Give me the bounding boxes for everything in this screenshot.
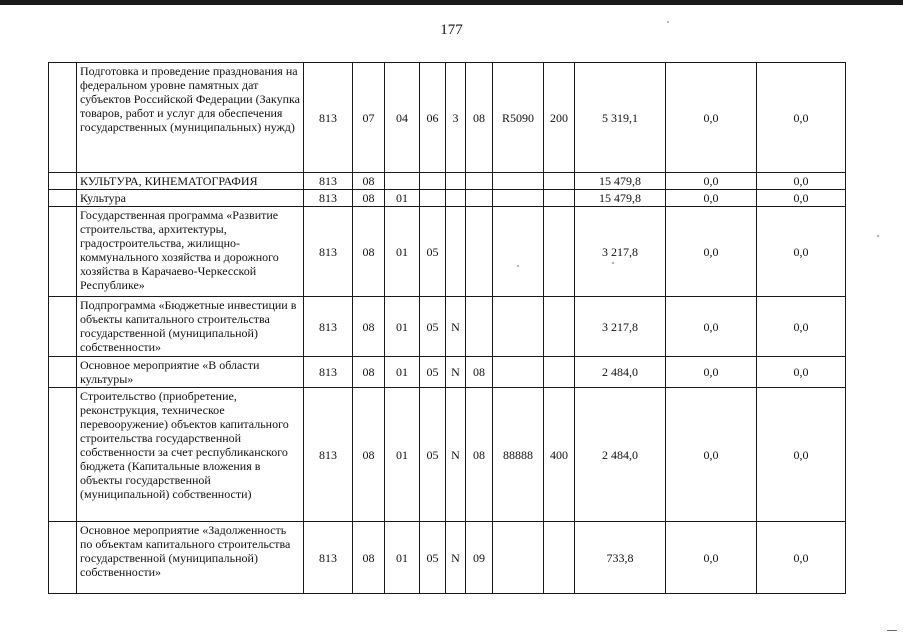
- program-code-cell: 05: [420, 297, 446, 357]
- description-cell: Строительство (приобретение, реконструкция, техническое перевооружение) объектов капитального строительства государственной собственности за счет республиканского бюджета (Капитальные вложения в объекты государственной (муниципальной) собственности): [77, 388, 304, 522]
- amount-year2-cell: 0,0: [666, 173, 757, 190]
- section-code-cell: 08: [353, 173, 385, 190]
- subsection-code-cell: [385, 173, 420, 190]
- ministry-code-cell: 813: [304, 357, 353, 388]
- direction-code-cell: 88888: [493, 388, 544, 522]
- description-cell: Подготовка и проведение празднования на федеральном уровне памятных дат субъектов Российской Федерации (Закупка товаров, работ и услуг для обеспечения государственных (муниципальных) нужд): [77, 63, 304, 173]
- amount-year3-cell: 0,0: [757, 388, 846, 522]
- index-cell: [49, 297, 77, 357]
- subprogram-code-cell: N: [446, 522, 466, 594]
- amount-year1-cell: 2 484,0: [575, 388, 666, 522]
- scan-speck: [667, 21, 669, 23]
- direction-code-cell: R5090: [493, 63, 544, 173]
- program-code-cell: [420, 190, 446, 207]
- expense-type-cell: 200: [544, 63, 575, 173]
- activity-code-cell: [466, 297, 493, 357]
- amount-year3-cell: 0,0: [757, 173, 846, 190]
- subprogram-code-cell: N: [446, 357, 466, 388]
- amount-year3-cell: 0,0: [757, 190, 846, 207]
- section-code-cell: 08: [353, 190, 385, 207]
- scan-speck: [877, 235, 879, 237]
- amount-year2-cell: 0,0: [666, 522, 757, 594]
- index-cell: [49, 522, 77, 594]
- amount-year2-cell: 0,0: [666, 357, 757, 388]
- index-cell: [49, 388, 77, 522]
- direction-code-cell: [493, 207, 544, 297]
- table-row: [49, 388, 846, 522]
- section-code-cell: 08: [353, 522, 385, 594]
- amount-year1-cell: 15 479,8: [575, 190, 666, 207]
- expense-type-cell: 400: [544, 388, 575, 522]
- page-number: 177: [440, 22, 463, 38]
- ministry-code-cell: 813: [304, 63, 353, 173]
- section-code-cell: 07: [353, 63, 385, 173]
- expense-type-cell: [544, 190, 575, 207]
- subsection-code-cell: 01: [385, 522, 420, 594]
- ministry-code-cell: 813: [304, 388, 353, 522]
- direction-code-cell: [493, 522, 544, 594]
- table-row: [49, 207, 846, 297]
- ministry-code-cell: 813: [304, 173, 353, 190]
- description-cell: Подпрограмма «Бюджетные инвестиции в объекты капитального строительства государственной (муниципальной) собственности»: [77, 297, 304, 357]
- index-cell: [49, 173, 77, 190]
- section-code-cell: 08: [353, 297, 385, 357]
- direction-code-cell: [493, 190, 544, 207]
- activity-code-cell: [466, 173, 493, 190]
- program-code-cell: 05: [420, 388, 446, 522]
- activity-code-cell: 08: [466, 63, 493, 173]
- section-code-cell: 08: [353, 388, 385, 522]
- index-cell: [49, 63, 77, 173]
- ministry-code-cell: 813: [304, 190, 353, 207]
- direction-code-cell: [493, 297, 544, 357]
- expense-type-cell: [544, 207, 575, 297]
- budget-table: [48, 62, 846, 594]
- subprogram-code-cell: 3: [446, 63, 466, 173]
- table-row: [49, 173, 846, 190]
- subsection-code-cell: 01: [385, 190, 420, 207]
- table-row: [49, 190, 846, 207]
- ministry-code-cell: 813: [304, 522, 353, 594]
- amount-year1-cell: 3 217,8: [575, 297, 666, 357]
- subsection-code-cell: 01: [385, 297, 420, 357]
- table-row: [49, 63, 846, 173]
- section-code-cell: 08: [353, 357, 385, 388]
- subsection-code-cell: 01: [385, 207, 420, 297]
- description-cell: Основное мероприятие «Задолженность по объектам капитального строительства государственной (муниципальной) собственности»: [77, 522, 304, 594]
- amount-year2-cell: 0,0: [666, 190, 757, 207]
- amount-year2-cell: 0,0: [666, 297, 757, 357]
- subprogram-code-cell: [446, 207, 466, 297]
- amount-year2-cell: 0,0: [666, 63, 757, 173]
- subsection-code-cell: 04: [385, 63, 420, 173]
- program-code-cell: 05: [420, 522, 446, 594]
- program-code-cell: 06: [420, 63, 446, 173]
- amount-year3-cell: 0,0: [757, 207, 846, 297]
- amount-year2-cell: 0,0: [666, 388, 757, 522]
- activity-code-cell: [466, 190, 493, 207]
- description-cell: КУЛЬТУРА, КИНЕМАТОГРАФИЯ: [77, 173, 304, 190]
- scan-corner-mark: [887, 630, 897, 631]
- index-cell: [49, 190, 77, 207]
- direction-code-cell: [493, 173, 544, 190]
- expense-type-cell: [544, 357, 575, 388]
- description-cell: Государственная программа «Развитие строительства, архитектуры, градостроительства, жилищно-коммунального хозяйства и дорожного хозяйства в Карачаево-Черкесской Республике»: [77, 207, 304, 297]
- expense-type-cell: [544, 297, 575, 357]
- subsection-code-cell: 01: [385, 388, 420, 522]
- table-row: [49, 522, 846, 594]
- program-code-cell: 05: [420, 207, 446, 297]
- index-cell: [49, 207, 77, 297]
- amount-year3-cell: 0,0: [757, 522, 846, 594]
- scan-speck: [517, 265, 519, 267]
- subprogram-code-cell: N: [446, 297, 466, 357]
- ministry-code-cell: 813: [304, 207, 353, 297]
- scan-speck: [612, 262, 614, 264]
- expense-type-cell: [544, 173, 575, 190]
- ministry-code-cell: 813: [304, 297, 353, 357]
- activity-code-cell: 08: [466, 357, 493, 388]
- amount-year1-cell: 3 217,8: [575, 207, 666, 297]
- amount-year3-cell: 0,0: [757, 63, 846, 173]
- amount-year1-cell: 15 479,8: [575, 173, 666, 190]
- subprogram-code-cell: [446, 190, 466, 207]
- section-code-cell: 08: [353, 207, 385, 297]
- subsection-code-cell: 01: [385, 357, 420, 388]
- activity-code-cell: 08: [466, 388, 493, 522]
- subprogram-code-cell: N: [446, 388, 466, 522]
- subprogram-code-cell: [446, 173, 466, 190]
- amount-year2-cell: 0,0: [666, 207, 757, 297]
- amount-year1-cell: 5 319,1: [575, 63, 666, 173]
- amount-year1-cell: 733,8: [575, 522, 666, 594]
- expense-type-cell: [544, 522, 575, 594]
- table-row: [49, 297, 846, 357]
- activity-code-cell: [466, 207, 493, 297]
- description-cell: Культура: [77, 190, 304, 207]
- amount-year3-cell: 0,0: [757, 357, 846, 388]
- activity-code-cell: 09: [466, 522, 493, 594]
- top-border-rule: [0, 0, 903, 5]
- table-row: [49, 357, 846, 388]
- direction-code-cell: [493, 357, 544, 388]
- program-code-cell: 05: [420, 357, 446, 388]
- amount-year3-cell: 0,0: [757, 297, 846, 357]
- index-cell: [49, 357, 77, 388]
- amount-year1-cell: 2 484,0: [575, 357, 666, 388]
- description-cell: Основное мероприятие «В области культуры»: [77, 357, 304, 388]
- program-code-cell: [420, 173, 446, 190]
